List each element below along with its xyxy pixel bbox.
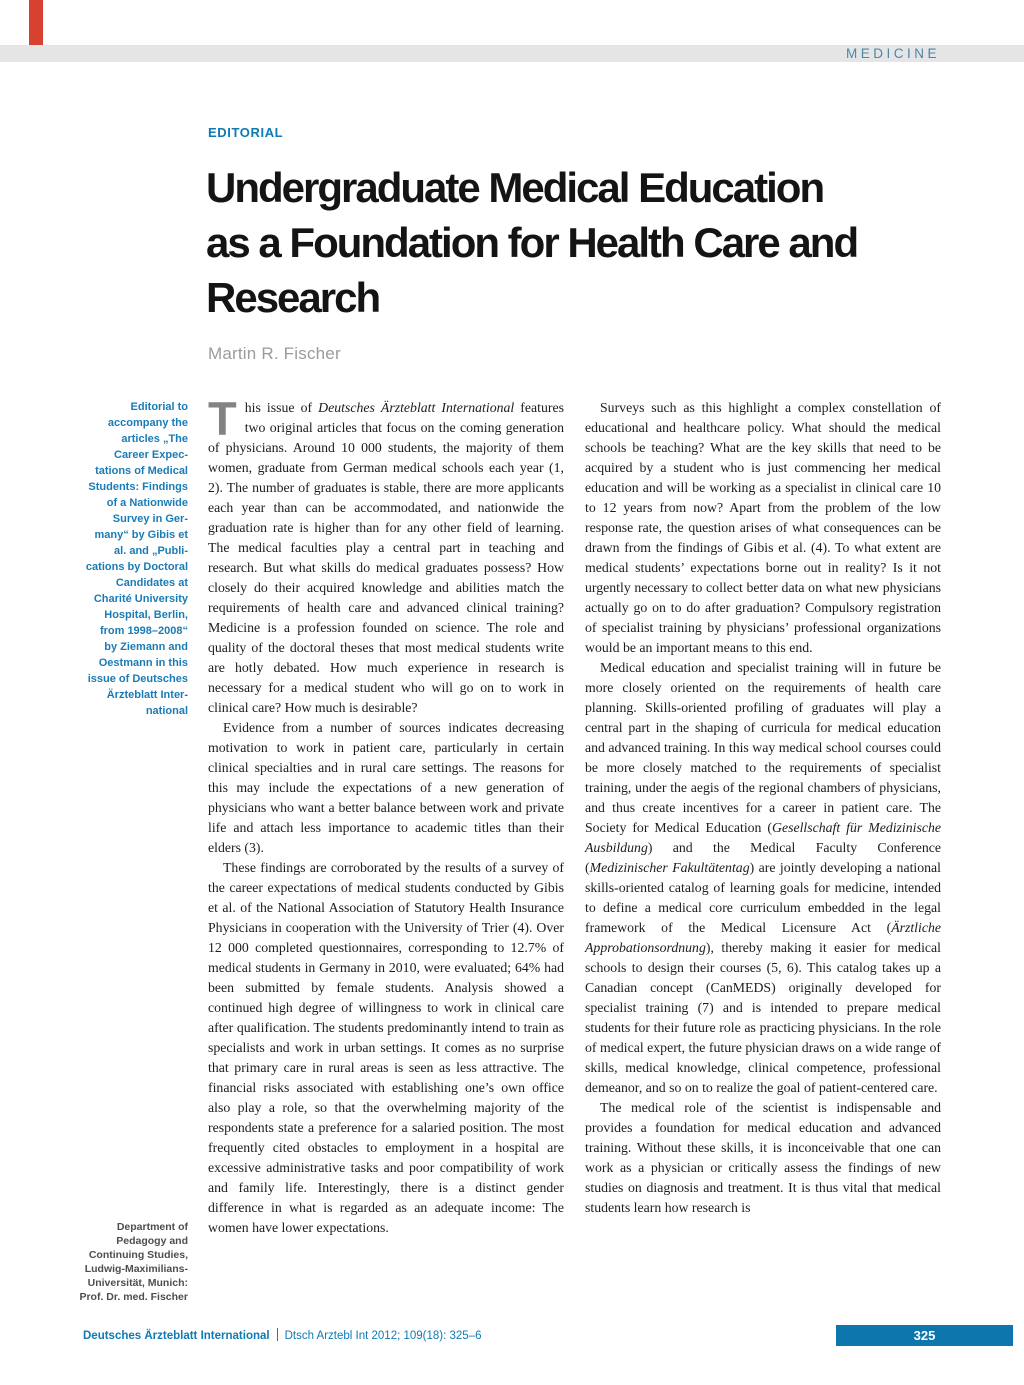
side-note-line: of a Nationwide [106, 497, 188, 509]
footer-citation [83, 1328, 482, 1343]
page-title-line: as a Foundation for Health Care and [206, 219, 858, 266]
paragraph-text: Medical education and specialist training will in future be more closely oriented on the requirements of health care planning. Skills-oriented profiling of graduates will play a central part in the shaping of curricula for medical education and advanced training. In this way medical school courses could be more closely matched to the requirements of specialist training, under the aegis of the regional chambers of physicians, and thus create incentives for a career in patient care. The Society for Medical Education ( [585, 660, 941, 835]
article-column-2 [585, 398, 941, 1218]
side-note-line: Career Expec- [114, 449, 188, 461]
side-note-line: articles „The [121, 433, 188, 445]
paragraph-text: ) are jointly developing a national skills-oriented catalog of learning goals for medicine, intended to define a medical core curriculum embedded in the legal framework of the Medical Licensure Act ( [585, 860, 941, 935]
page-number-badge: 325 [836, 1325, 1013, 1346]
paragraph [585, 658, 941, 1098]
side-note-line: many“ by Gibis et [94, 529, 188, 541]
drop-cap: T [208, 392, 237, 445]
editorial-side-note [60, 399, 188, 719]
section-banner [0, 45, 1024, 62]
author-name: Martin R. Fischer [208, 344, 341, 363]
footer-divider [277, 1328, 278, 1341]
paragraph-text: ), thereby making it easier for medical schools to design their courses (5, 6). This catalog takes up a Canadian concept (CanMEDS) originally developed for specialist training (7) and is intended to prepare medical students for their future role as practicing physicians. In the role of medical expert, the future physician draws on a wide range of skills, medical knowledge, clinical competence, professional demeanor, and so on to realize the goal of patient-centered care. [585, 940, 941, 1095]
side-note-line: by Ziemann and [104, 641, 188, 653]
side-note-line: Survey in Ger- [112, 513, 188, 525]
side-note-line: al. and „Publi- [114, 545, 188, 557]
side-note-line: Editorial to [130, 401, 188, 413]
side-note-line: accompany the [107, 417, 188, 429]
side-note-line: Charité University [93, 593, 188, 605]
affiliation-line: Ludwig-Maximilians- [84, 1263, 188, 1275]
side-note-line: Hospital, Berlin, [104, 609, 188, 621]
german-term-italic: Gesellschaft für Medizinische Ausbildung [585, 820, 941, 855]
paragraph-text: ) and the Medical Faculty Conference ( [585, 840, 941, 875]
page-title [206, 160, 966, 325]
affiliation-line: Department of [116, 1221, 188, 1233]
journal-title-italic: Deutsches Ärzteblatt International [318, 400, 515, 415]
article-column-1 [208, 392, 564, 1238]
affiliation-line: Universität, Munich: [87, 1277, 188, 1289]
page-title-line: Undergraduate Medical Education [206, 164, 824, 211]
section-banner-label: MEDICINE [845, 46, 940, 61]
paragraph [208, 392, 564, 718]
paragraph: Evidence from a number of sources indicates decreasing motivation to work in patient care, particularly in certain clinical specialties and in rural care settings. The reasons for this may include the expectations of a new generation of physicians who want a better balance between work and private life and attach less importance to academic titles than their elders (3). [208, 720, 564, 855]
side-note-line: Oestmann in this [98, 657, 188, 669]
side-note-line: cations by Doctoral [85, 561, 188, 573]
side-note-line: issue of Deutsches [87, 673, 188, 685]
page-title-line: Research [206, 274, 380, 321]
side-note-line: Ärzteblatt Inter- [106, 689, 188, 701]
paragraph: The medical role of the scientist is indispensable and provides a foundation for medical education and advanced training. Without these skills, it is inconceivable that one can work as a physician or critically assess the findings of new studies on diagnosis and treatment. It is thus vital that medical students learn how research is [585, 1100, 941, 1215]
german-term-italic: Ärztliche Approbationsordnung [585, 920, 941, 955]
affiliation-line: Continuing Studies, [88, 1249, 188, 1261]
editorial-kicker: EDITORIAL [208, 125, 284, 140]
paragraph: Surveys such as this highlight a complex constellation of educational and healthcare policy. What should the medical schools be teaching? What are the key skills that need to be acquired by a student who is just commencing her medical education and will be working as a specialist in clinical care 10 to 12 years from now? Apart from the problem of the low response rate, the question arises of what consequences can be drawn from the findings of Gibis et al. (4). To what extent are medical students’ expectations borne out in reality? Is it not urgently necessary to collect better data on what new physicians actually go on to do after graduation? Compulsory registration of specialist training by physicians’ professional organizations would be an important means to this end. [585, 400, 941, 655]
side-note-line: national [145, 705, 188, 717]
paragraph-text: his issue of [244, 400, 319, 415]
german-term-italic: Medizinischer Fakultätentag [589, 860, 750, 875]
author-affiliation [60, 1220, 188, 1304]
paragraph-text: features two original articles that focus on the coming generation of physicians. Around 10 000 students, the majority of them women, graduate from German medical schools each year (1, 2). The number of graduates is stable, there are more applicants each year than can be accommodated, and nationwide the graduation rate is higher than for any other field of learning. The medical faculties play a central part in teaching and research. But what skills do medical graduates possess? How closely do their acquired knowledge and abilities match the requirements of health care and advanced clinical training? Medicine is a profession founded on science. The role and quality of the doctoral theses that most medical students write are hotly debated. How much experience in research is necessary for a medical student who will go on to work in clinical care? How much is desirable? [208, 400, 564, 715]
side-note-line: tations of Medical [95, 465, 188, 477]
footer-citation-text: Dtsch Arztebl Int 2012; 109(18): 325–6 [284, 1330, 482, 1342]
side-note-line: Students: Findings [88, 481, 188, 493]
affiliation-line: Prof. Dr. med. Fischer [79, 1291, 188, 1303]
affiliation-line: Pedagogy and [116, 1235, 188, 1247]
footer-journal-name: Deutsches Ärzteblatt International [83, 1330, 270, 1342]
side-note-line: from 1998–2008“ [99, 625, 188, 637]
red-page-tab [29, 0, 43, 46]
paragraph: These findings are corroborated by the results of a survey of the career expectations of medical students conducted by Gibis et al. of the National Association of Statutory Health Insurance Physicians in cooperation with the University of Trier (4). Over 12 000 completed questionnaires, corresponding to 12.7% of medical students in Germany in 2010, were evaluated; 64% had been submitted by female students. Analysis showed a continued high degree of willingness to work in clinical care after qualification. The students predominantly intend to train as specialists and work in urban settings. It comes as no surprise that primary care in rural areas is seen as less attractive. The financial risks associated with establishing one’s own office also play a role, so that the overwhelming majority of the respondents state a preference for a salaried position. The most frequently cited obstacles to employment in a hospital are excessive administrative tasks and poor compatibility of work and family life. Interestingly, there is a distinct gender difference in what is regarded as an adequate income: The women have lower expectations. [208, 860, 564, 1235]
side-note-line: Candidates at [115, 577, 188, 589]
